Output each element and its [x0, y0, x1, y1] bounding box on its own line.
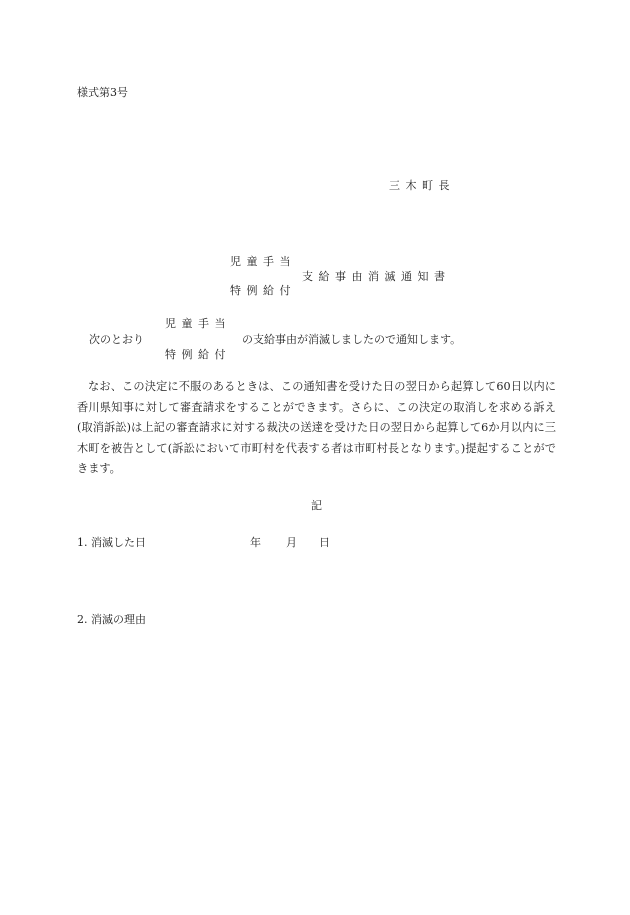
year-label: 年	[250, 536, 261, 549]
ki-heading: 記	[311, 499, 322, 512]
month-label: 月	[286, 536, 297, 549]
notice-prefix: 次のとおり	[89, 333, 144, 346]
title-upper-line: 児 童 手 当	[230, 255, 292, 268]
notice-suffix: の支給事由が消滅しましたので通知します。	[242, 333, 462, 346]
appeal-paragraph: なお、この決定に不服のあるときは、この通知書を受けた日の翌日から起算して60日以内に香川県知事に対して審査請求をすることができます。さらに、この決定の取消しを求める訴え(取消訴訟)は上記の審査請求に対する裁決の送達を受けた日の翌日から起算して6か月以内に三木町を被告として(訴訟において市町村を代表する者は市町村長となります。)提起することができます。	[77, 380, 556, 475]
notice-allowance-lower: 特 例 給 付	[165, 348, 227, 361]
document-title: 支 給 事 由 消 滅 通 知 書	[302, 270, 446, 283]
reason-label: 2. 消滅の理由	[77, 613, 146, 626]
notice-allowance-upper: 児 童 手 当	[165, 317, 227, 330]
day-label: 日	[319, 536, 330, 549]
date-label: 1. 消滅した日	[77, 536, 146, 549]
title-lower-line: 特 例 給 付	[230, 284, 292, 297]
issuer-name: 三 木 町 長	[389, 179, 451, 192]
form-number: 様式第3号	[77, 86, 128, 99]
